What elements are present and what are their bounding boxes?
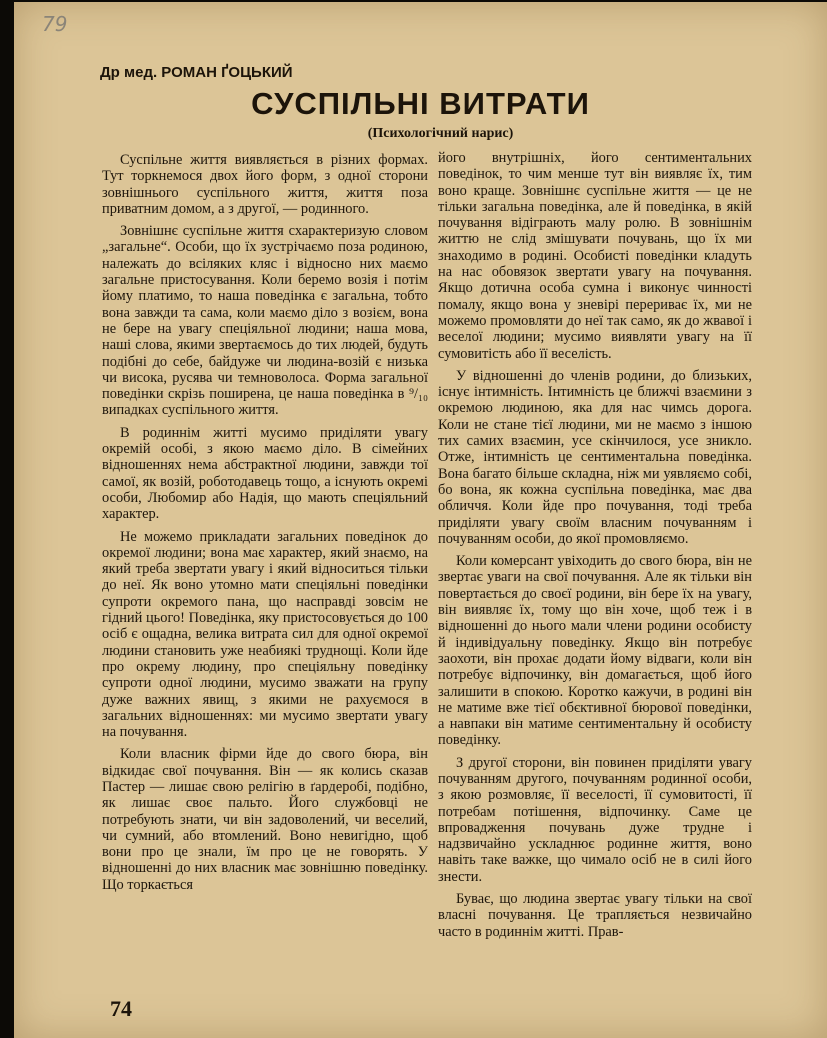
paragraph: Зовнішнє суспільне життя схарактеризую словом „загальне“. Особи, що їх зустрічаємо поза родиною, належать до всіляких кляс і відносно них маємо загальне пристосування. Коли беремо возія і потім йому платимо, то наша поведінка є загальна, тобто вона завжди та сама, коли маємо діло з возієм, вона не бере на увагу спеціяльної людини; наша мова, наші слова, якими звертаємось до тих людей, будуть подібні до себе, байдуже чи людина-возій є низька чи висока, русява чи темноволоса. Форма загальної поведінки скрізь поширена, це наша поведінка в ⁹/₁₀ випадках суспільного життя. [102, 223, 428, 419]
magazine-page [14, 2, 827, 1038]
article-subtitle: (Психологічний нарис) [367, 126, 514, 141]
right-column [438, 150, 752, 946]
paragraph: його внутрішніх, його сентиментальних поведінок, то чим менше тут він виявляє їх, тим воно краще. Зовнішнє суспільне життя — це не тільки загальна поведінка, але й поведінка, в якій почування відіграють малу ролю. В зовнішнім життю не слід змішувати почувань, що їх ми знаходимо в родині. Особисті поведінки кладуть на нас обовязок звертати увагу на почування. Якщо дотична особа сумна і виконує чинності помалу, якщо вона у зневірі перериває їх, ми не можемо промовляти до неї так само, як до жвавої і веселої людини; мусимо виявляти увагу на її сумовитість або її веселість. [438, 150, 752, 362]
left-column [102, 152, 428, 899]
paragraph: Коли власник фірми йде до свого бюра, він відкидає свої почування. Він — як колись сказав Пастер — лишає свою релігію в ґардеробі, подібно, як лишає своє пальто. Його службовці не потребують знати, чи він задоволений, чи веселий, чи сумний, або втомлений. Воно невигідно, щоб вони про це знали, їм про це не говорять. У відношенні до них власник має зовнішню поведінку. Що торкається [102, 746, 428, 893]
pencil-page-mark: 79 [42, 12, 68, 36]
paragraph: З другої сторони, він повинен приділяти увагу почуванням другого, почуванням родинної особи, з якою розмовляє, її веселості, її сумовитості, її потребам потішення, відпочинку. Саме це впровадження почувань дуже трудне і надзвичайно ускладнює родинне життя, воно навіть таке важке, що чимало осіб не в силі його знести. [438, 754, 752, 885]
paragraph: Не можемо прикладати загальних поведінок до окремої людини; вона має характер, який знаємо, на який треба звертати увагу і який відноситься тільки до неї. Як воно утомно мати спеціяльні поведінки супроти окремого пана, що насправді зовсім не гідний цього! Поведінка, яку пристосовується до 100 осіб є ощадна, велика витрата сил для одної окремої людини становить уже неабиякі труднощі. Коли йде про окрему людину, про спеціяльну поведінку супроти одної людини, мусимо зважати на групу дуже важних явищ, з якими не рахуємося в загальних відношеннях: ми мусимо звертати увагу на почування. [102, 528, 428, 741]
paragraph: У відношенні до членів родини, до близьких, існує інтимність. Інтимність це ближчі взаємини з окремою людиною, яка для нас чимсь дорога. Коли не стане тієї людини, ми не маємо з іншою тих самих взаємин, усе скінчилося, усе зникло. Отже, інтимність це сентиментальна поведінка. Вона багато більше складна, ніж ми уявляємо собі, бо вона, як кожна суспільна поведінка, має два обличчя. Коли йде про почування, тоді треба приділяти увагу своїм власним почуванням і почуванням особи, до якої промовляємо. [438, 367, 752, 547]
article-title: СУСПІЛЬНІ ВИТРАТИ [251, 86, 590, 121]
page-number: 74 [110, 996, 132, 1021]
paragraph: Коли комерсант увіходить до свого бюра, він не звертає уваги на свої почування. Але як тільки він повертається до своєї родини, він бере їх на увагу, він виявляє їх, тому що він хоче, щоб теж і в відношенні до нього мали члени родини особисту й індивідуальну поведінку. Якщо він потребує заохоти, він прохає додати йому відваги, коли він потребує відпочинку, він домагається, щоб його залишити в спокою. Коротко кажучи, в родині він не матиме вже тієї обєктивної бюрової поведінки, а навпаки він матиме сентиментальну й особисту поведінку. [438, 553, 752, 749]
paragraph: Суспільне життя виявляється в різних формах. Тут торкнемося двох його форм, з одної сторони зовнішнього суспільного життя, життя поза приватним домом, а з другої, — родинного. [102, 152, 428, 217]
author-byline: Др мед. РОМАН ҐОЦЬКИЙ [100, 64, 293, 81]
paragraph: Буває, що людина звертає увагу тільки на свої власні почування. Це трапляється незвичайно часто в родиннім житті. Прав- [438, 891, 752, 940]
paragraph: В родиннім житті мусимо приділяти увагу окремій особі, з якою маємо діло. В сімейних відношеннях нема абстрактної людини, завжди тої самої, як возій, роботодавець тощо, а існують окремі особи, Любомир або Надія, що мають спеціяльний характер. [102, 424, 428, 523]
